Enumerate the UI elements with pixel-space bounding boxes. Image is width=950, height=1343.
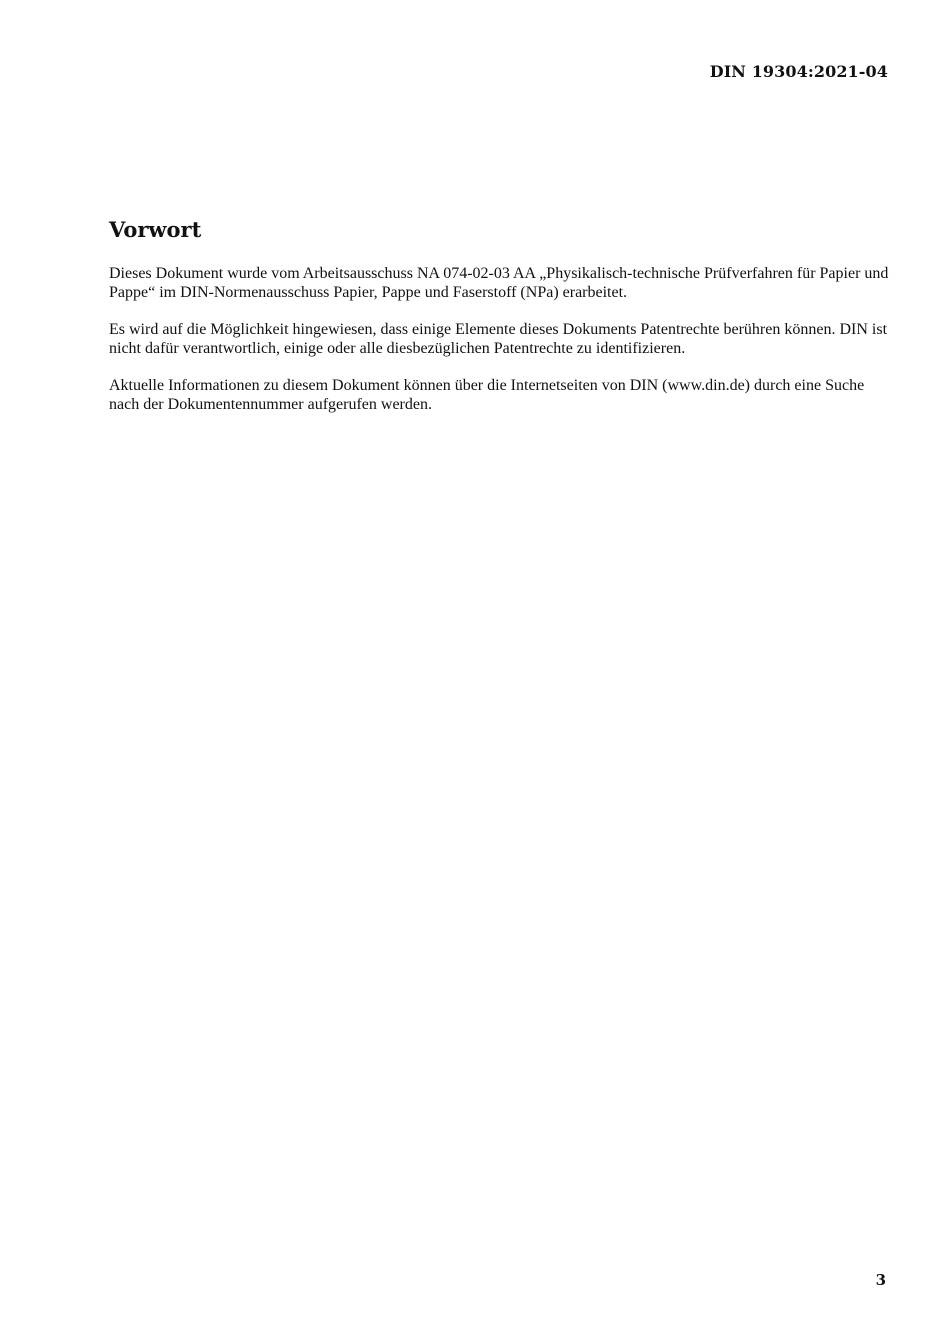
- foreword-section: [109, 216, 889, 432]
- section-title: Vorwort: [109, 217, 202, 242]
- paragraph-current-info: Aktuelle Informationen zu diesem Dokument können über die Internetseiten von DIN (www.din.de) durch eine Suche nach der Dokumentennummer aufgerufen werden.: [109, 377, 865, 413]
- paragraph-patent-notice: Es wird auf die Möglichkeit hingewiesen, dass einige Elemente dieses Dokuments Patentrechte berühren können. DIN ist nicht dafür verantwortlich, einige oder alle diesbezüglichen Patentrechte zu identifizieren.: [109, 321, 888, 357]
- paragraph-committee: Dieses Dokument wurde vom Arbeitsausschuss NA 074-02-03 AA „Physikalisch-technische Prüfverfahren für Papier und Pappe“ im DIN-Normenausschuss Papier, Pappe und Faserstoff (NPa) erarbeitet.: [109, 265, 889, 301]
- page-number: 3: [875, 1271, 886, 1289]
- document-id: DIN 19304:2021-04: [709, 62, 888, 81]
